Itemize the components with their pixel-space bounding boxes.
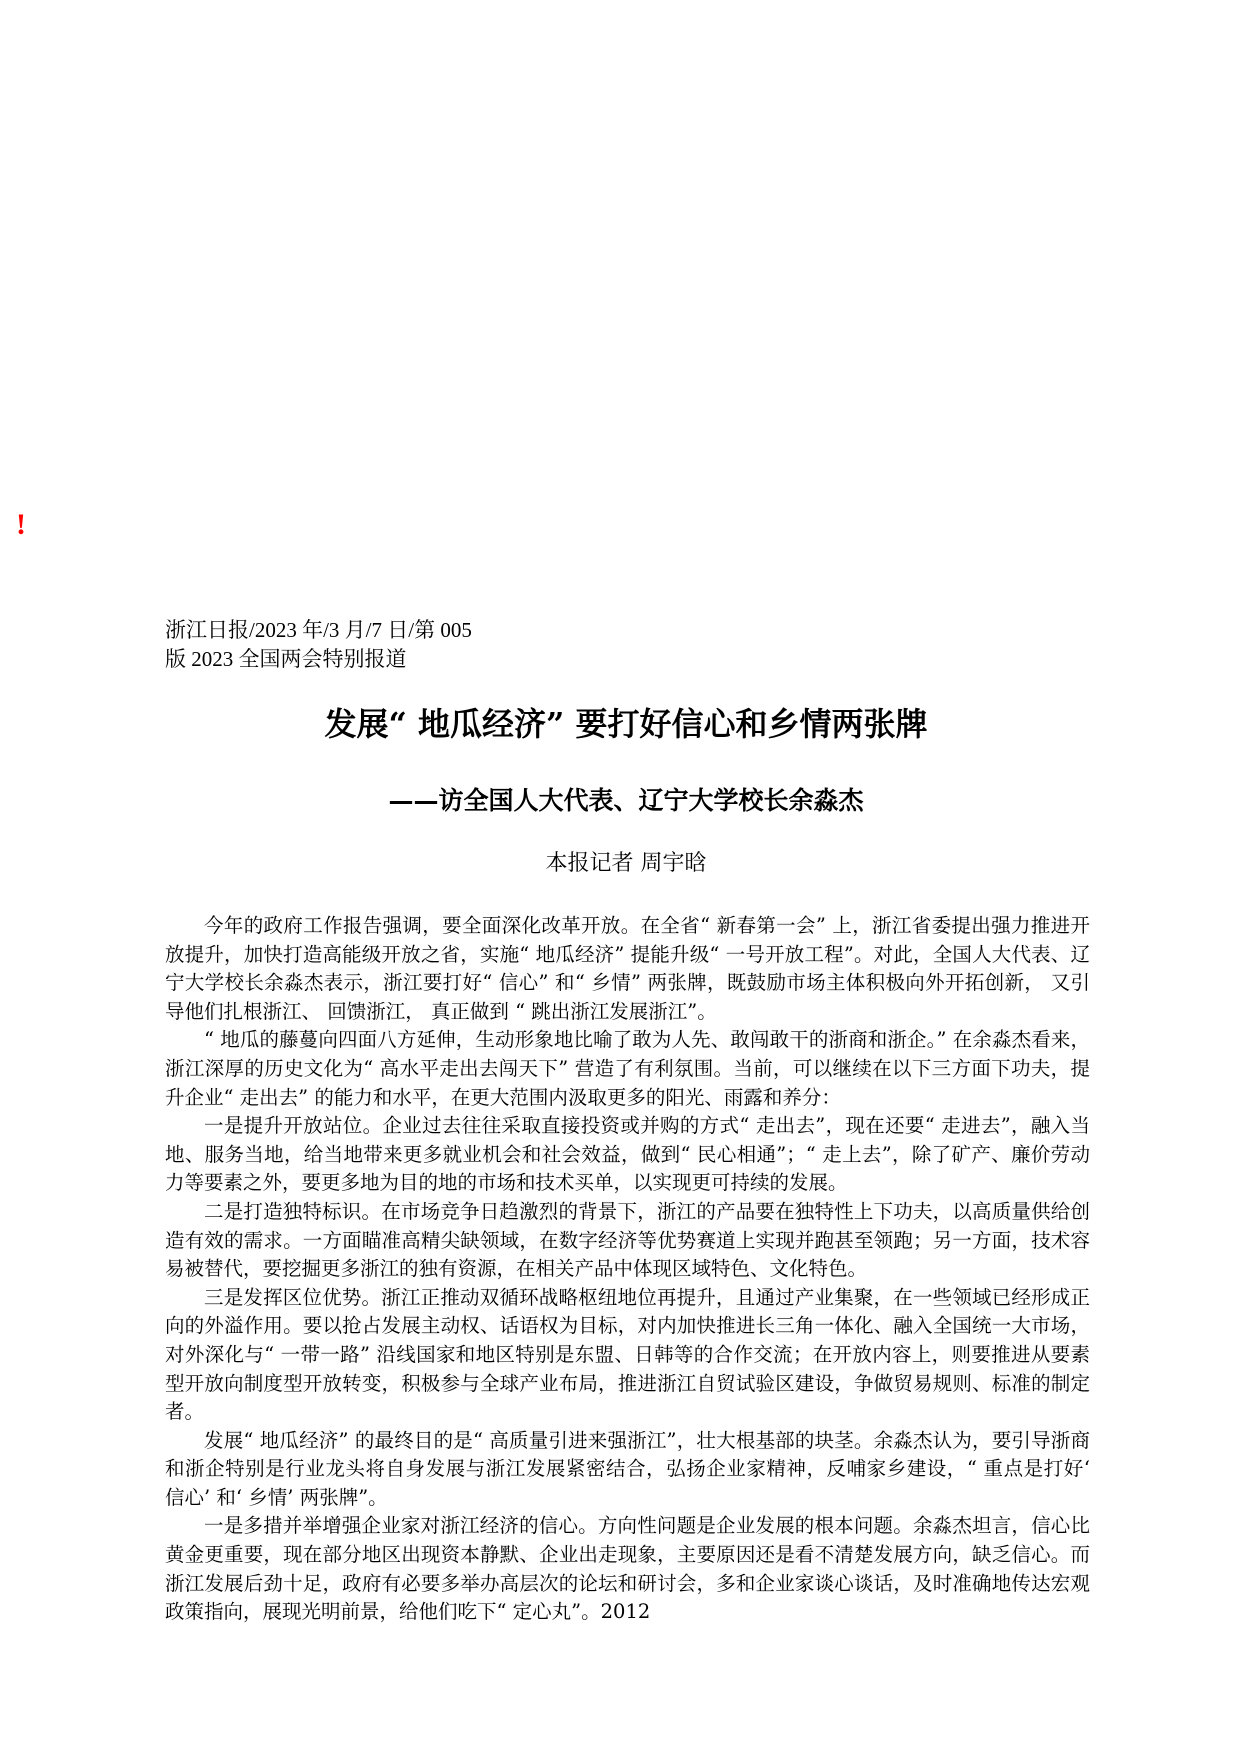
red-exclamation-mark: ! [16,508,26,541]
paragraph-2: “ 地瓜的藤蔓向四面八方延伸，生动形象地比喻了敢为人先、敢闯敢干的浙商和浙企。” 在余淼杰看来，浙江深厚的历史文化为“ 高水平走出去闯天下” 营造了有利氛围。当前，可以继续在以下三方面下功夫，提升企业“ 走出去” 的能力和水平，在更大范围内汲取更多的阳光、雨露和养分： [165,1028,1090,1109]
article-body [165,912,1090,1627]
paragraph-4: 二是打造独特标识。在市场竞争日趋激烈的背景下，浙江的产品要在独特性上下功夫，以高质量供给创造有效的需求。一方面瞄准高精尖缺领域，在数字经济等优势赛道上实现并跑甚至领跑；另一方面，技术容易被替代，要挖掘更多浙江的独有资源，在相关产品中体现区域特色、文化特色。 [165,1199,1090,1281]
paragraph-1: 今年的政府工作报告强调，要全面深化改革开放。在全省“ 新春第一会” 上，浙江省委提出强力推进开放提升，加快打造高能级开放之省，实施“ 地瓜经济” 提能升级“ 一号开放工程”。对此，全国人大代表、辽宁大学校长余淼杰表示，浙江要打好“ 信心” 和“ 乡情” 两张牌，既鼓励市场主体积极向外开拓创新， 又引导他们扎根浙江、 回馈浙江， 真正做到 “ 跳出浙江发展浙江”。 [165,914,1090,1023]
paragraph-3: 一是提升开放站位。企业过去往往采取直接投资或并购的方式“ 走出去”，现在还要“ 走进去”，融入当地、服务当地，给当地带来更多就业机会和社会效益，做到“ 民心相通”；“ 走上去”，除了矿产、廉价劳动力等要素之外，要更多地为目的地的市场和技术买单，以实现更可持续的发展。 [165,1114,1090,1195]
paragraph-5: 三是发挥区位优势。浙江正推动双循环战略枢纽地位再提升，且通过产业集聚，在一些领域已经形成正向的外溢作用。要以抢占发展主动权、话语权为目标，对内加快推进长三角一体化、融入全国统一大市场，对外深化与“ 一带一路” 沿线国家和地区特别是东盟、日韩等的合作交流；在开放内容上，则要推进从要素型开放向制度型开放转变，积极参与全球产业布局，推进浙江自贸试验区建设，争做贸易规则、标准的制定者。 [165,1285,1090,1424]
article-title: 发展“ 地瓜经济” 要打好信心和乡情两张牌 [324,705,928,743]
byline: 本报记者 周宇晗 [545,851,707,876]
article-subtitle: ——访全国人大代表、辽宁大学校长余淼杰 [388,786,864,815]
paragraph-6: 发展“ 地瓜经济” 的最终目的是“ 高质量引进来强浙江”，壮大根基部的块茎。余淼杰认为，要引导浙商和浙企特别是行业龙头将自身发展与浙江发展紧密结合，弘扬企业家精神，反哺家乡建设，“ 重点是打好‘ 信心’ 和‘ 乡情’ 两张牌”。 [165,1428,1090,1509]
source-line-1: 浙江日报/2023 年/3 月/7 日/第 005 [165,618,472,642]
paragraph-7: 一是多措并举增强企业家对浙江经济的信心。方向性问题是企业发展的根本问题。余淼杰坦言，信心比黄金更重要，现在部分地区出现资本静默、企业出走现象，主要原因还是看不清楚发展方向，缺乏信心。而浙江发展后劲十足，政府有必要多举办高层次的论坛和研讨会，多和企业家谈心谈话，及时准确地传达宏观政策指向，展现光明前景，给他们吃下“ 定心丸”。2012 [165,1514,1090,1624]
source-line-2: 版 2023 全国两会特别报道 [165,647,407,671]
source-info [165,616,505,674]
